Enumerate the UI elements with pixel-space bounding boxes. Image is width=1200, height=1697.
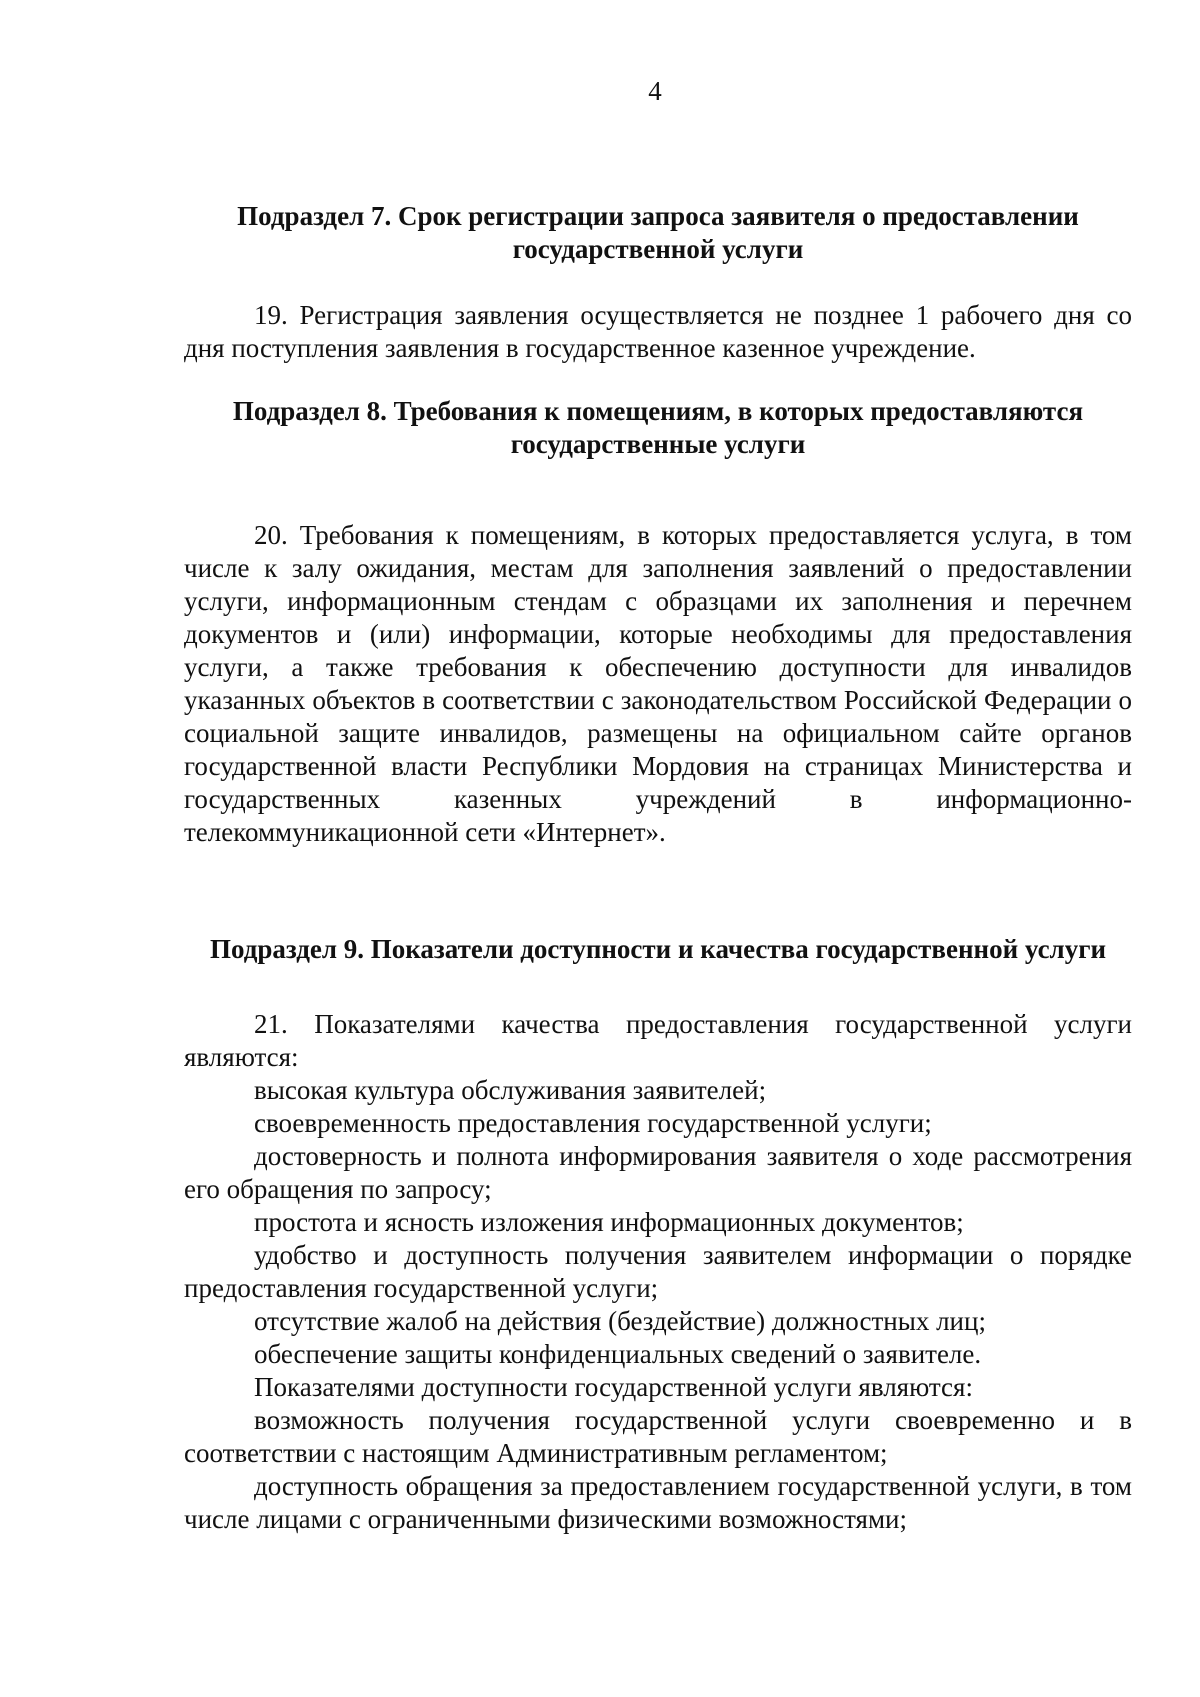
section-7-heading: Подраздел 7. Срок регистрации запроса заявителя о предоставлении государственной услуги bbox=[237, 201, 1079, 264]
section-9-heading: Подраздел 9. Показатели доступности и качества государственной услуги bbox=[209, 934, 1107, 964]
list-item: достоверность и полнота информирования заявителя о ходе рассмотрения его обращения по запросу; bbox=[184, 1141, 1132, 1204]
document-body bbox=[184, 200, 1132, 1536]
paragraph-21: 21. Показателями качества предоставления государственной услуги являются: bbox=[184, 1009, 1132, 1072]
page-number: 4 bbox=[648, 76, 662, 106]
section-8-heading: Подраздел 8. Требования к помещениям, в которых предоставляются государственные услуги bbox=[232, 396, 1084, 459]
list-item: доступность обращения за предоставлением государственной услуги, в том числе лицами с ограниченными физическими возможностями; bbox=[184, 1471, 1132, 1534]
list-item: обеспечение защиты конфиденциальных сведений о заявителе. bbox=[254, 1339, 982, 1369]
list-item: удобство и доступность получения заявителем информации о порядке предоставления государственной услуги; bbox=[184, 1240, 1132, 1303]
list-item: Показателями доступности государственной услуги являются: bbox=[254, 1372, 973, 1402]
paragraph-19: 19. Регистрация заявления осуществляется не позднее 1 рабочего дня со дня поступления заявления в государственное казенное учреждение. bbox=[184, 300, 1132, 363]
paragraph-20: 20. Требования к помещениям, в которых предоставляется услуга, в том числе к залу ожидания, местам для заполнения заявлений о предоставлении услуги, информационным стендам с образцами их заполнения и перечнем документов и (или) информации, которые необходимы для предоставления услуги, а также требования к обеспечению доступности для инвалидов указанных объектов в соответствии с законодательством Российской Федерации о социальной защите инвалидов, размещены на официальном сайте органов государственной власти Республики Мордовия на страницах Министерства и государственных казенных учреждений в информационно-телекоммуникационной сети «Интернет». bbox=[184, 520, 1132, 847]
list-item: простота и ясность изложения информационных документов; bbox=[254, 1207, 964, 1237]
list-item: отсутствие жалоб на действия (бездействие) должностных лиц; bbox=[254, 1306, 986, 1336]
list-item: высокая культура обслуживания заявителей; bbox=[254, 1075, 767, 1105]
list-item: возможность получения государственной услуги своевременно и в соответствии с настоящим Административным регламентом; bbox=[184, 1405, 1132, 1468]
list-item: своевременность предоставления государственной услуги; bbox=[254, 1108, 932, 1138]
